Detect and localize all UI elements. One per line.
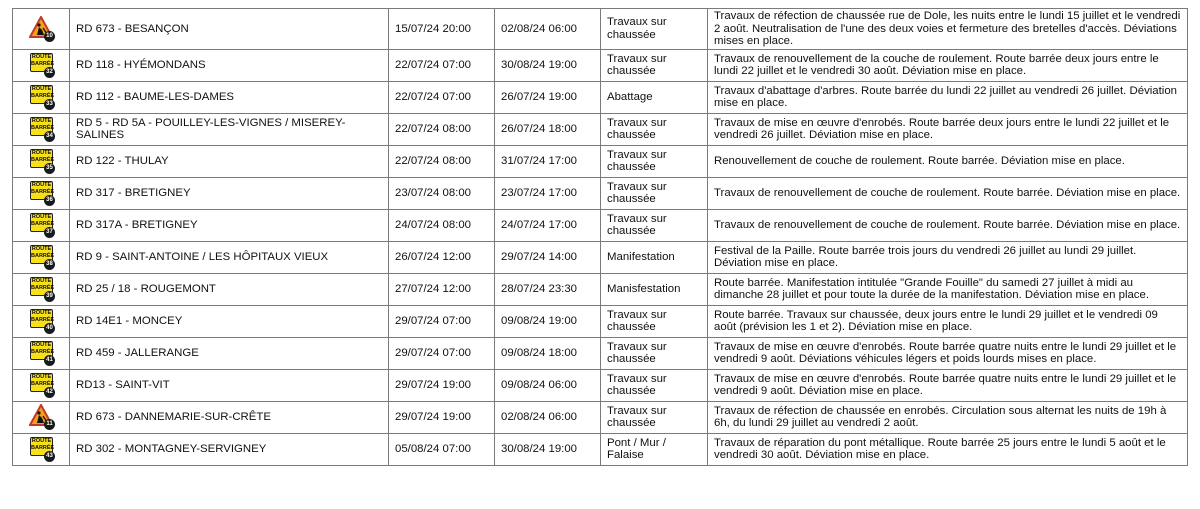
road-closed-icon — [27, 148, 55, 174]
road-closed-icon — [27, 116, 55, 142]
event-description: Travaux de réfection de chaussée en enrobés. Circulation sous alternat les nuits de 19h à 6h, du lundi 29 juillet au vendredi 2 août. — [708, 401, 1188, 433]
road-closed-sign-text: BARRÉE — [31, 61, 55, 68]
end-datetime: 30/08/24 19:00 — [495, 49, 601, 81]
road-name: RD 122 - THULAY — [70, 145, 389, 177]
end-datetime: 28/07/24 23:30 — [495, 273, 601, 305]
event-type: Travaux sur chaussée — [601, 305, 708, 337]
event-icon-cell — [13, 433, 70, 465]
road-closed-sign-text: ROUTE — [31, 54, 52, 61]
event-icon-cell — [13, 81, 70, 113]
event-number-badge: 41 — [44, 355, 55, 366]
event-icon-cell — [13, 305, 70, 337]
road-closed-icon — [27, 340, 55, 366]
end-datetime: 09/08/24 19:00 — [495, 305, 601, 337]
event-type: Travaux sur chaussée — [601, 145, 708, 177]
event-description: Travaux d'abattage d'arbres. Route barrée du lundi 22 juillet au vendredi 26 juillet. Déviation mise en place. — [708, 81, 1188, 113]
event-number-badge: 36 — [44, 195, 55, 206]
event-number-badge: 34 — [44, 131, 55, 142]
event-description: Festival de la Paille. Route barrée trois jours du vendredi 26 juillet au lundi 29 juillet. Déviation mise en place. — [708, 241, 1188, 273]
event-type: Travaux sur chaussée — [601, 209, 708, 241]
road-closed-sign-text: BARRÉE — [31, 253, 55, 260]
event-number-badge: 39 — [44, 291, 55, 302]
event-type: Travaux sur chaussée — [601, 401, 708, 433]
road-name: RD13 - SAINT-VIT — [70, 369, 389, 401]
event-description: Travaux de mise en œuvre d'enrobés. Route barrée quatre nuits entre le lundi 29 juillet et le vendredi 9 août. Déviations véhicules légers et poids lourds mises en place. — [708, 337, 1188, 369]
road-closed-sign-text: ROUTE — [31, 310, 52, 317]
event-description: Travaux de renouvellement de couche de roulement. Route barrée. Déviation mise en place. — [708, 177, 1188, 209]
road-name: RD 25 / 18 - ROUGEMONT — [70, 273, 389, 305]
table-row — [13, 241, 1188, 273]
road-events-table — [12, 8, 1188, 466]
roadworks-warning-icon — [27, 404, 55, 430]
event-icon-cell — [13, 337, 70, 369]
start-datetime: 24/07/24 08:00 — [389, 209, 495, 241]
road-name: RD 14E1 - MONCEY — [70, 305, 389, 337]
road-closed-sign-text: ROUTE — [31, 278, 52, 285]
event-description: Route barrée. Travaux sur chaussée, deux jours entre le lundi 29 juillet et le vendredi 09 août (prévision les 1 et 2). Déviation mise en place. — [708, 305, 1188, 337]
road-name: RD 118 - HYÉMONDANS — [70, 49, 389, 81]
start-datetime: 27/07/24 12:00 — [389, 273, 495, 305]
event-description: Travaux de renouvellement de la couche de roulement. Route barrée deux jours entre le lundi 22 juillet et le vendredi 30 août. Déviation mise en place. — [708, 49, 1188, 81]
table-row — [13, 209, 1188, 241]
start-datetime: 22/07/24 08:00 — [389, 113, 495, 145]
event-icon-cell — [13, 241, 70, 273]
event-type: Travaux sur chaussée — [601, 337, 708, 369]
road-closed-icon — [27, 308, 55, 334]
start-datetime: 15/07/24 20:00 — [389, 9, 495, 50]
event-icon-cell — [13, 209, 70, 241]
road-closed-icon — [27, 84, 55, 110]
road-events-body — [13, 9, 1188, 466]
start-datetime: 22/07/24 07:00 — [389, 81, 495, 113]
end-datetime: 09/08/24 18:00 — [495, 337, 601, 369]
road-closed-sign-text: ROUTE — [31, 438, 52, 445]
road-closed-sign-text: BARRÉE — [31, 189, 55, 196]
end-datetime: 09/08/24 06:00 — [495, 369, 601, 401]
road-closed-sign-text: BARRÉE — [31, 285, 55, 292]
event-description: Travaux de réparation du pont métallique. Route barrée 25 jours entre le lundi 5 août et le vendredi 30 août. Déviation mise en place. — [708, 433, 1188, 465]
table-row — [13, 81, 1188, 113]
event-type: Travaux sur chaussée — [601, 49, 708, 81]
road-name: RD 673 - BESANÇON — [70, 9, 389, 50]
road-closed-sign-text: ROUTE — [31, 86, 52, 93]
event-icon-cell — [13, 49, 70, 81]
event-number-badge: 40 — [44, 323, 55, 334]
road-closed-sign-text: BARRÉE — [31, 317, 55, 324]
road-closed-icon — [27, 436, 55, 462]
event-type: Travaux sur chaussée — [601, 177, 708, 209]
road-closed-icon — [27, 52, 55, 78]
road-name: RD 673 - DANNEMARIE-SUR-CRÊTE — [70, 401, 389, 433]
event-icon-cell — [13, 9, 70, 50]
event-number-badge: 10 — [44, 31, 55, 42]
event-description: Travaux de renouvellement de couche de roulement. Route barrée. Déviation mise en place. — [708, 209, 1188, 241]
road-closed-sign-text: ROUTE — [31, 342, 52, 349]
event-icon-cell — [13, 145, 70, 177]
road-closed-icon — [27, 212, 55, 238]
table-row — [13, 337, 1188, 369]
start-datetime: 29/07/24 19:00 — [389, 369, 495, 401]
road-closed-sign-text: BARRÉE — [31, 221, 55, 228]
end-datetime: 30/08/24 19:00 — [495, 433, 601, 465]
table-row — [13, 49, 1188, 81]
road-closed-sign-text: BARRÉE — [31, 349, 55, 356]
table-row — [13, 113, 1188, 145]
road-closed-sign-text: ROUTE — [31, 118, 52, 125]
event-number-badge: 35 — [44, 163, 55, 174]
road-closed-sign-text: ROUTE — [31, 150, 52, 157]
event-type: Manifestation — [601, 241, 708, 273]
road-closed-sign-text: BARRÉE — [31, 157, 55, 164]
end-datetime: 29/07/24 14:00 — [495, 241, 601, 273]
roadworks-warning-icon — [27, 16, 55, 42]
event-description: Renouvellement de couche de roulement. Route barrée. Déviation mise en place. — [708, 145, 1188, 177]
event-description: Travaux de mise en œuvre d'enrobés. Route barrée quatre nuits entre le lundi 29 juillet et le vendredi 9 août. Déviation mise en place. — [708, 369, 1188, 401]
event-icon-cell — [13, 177, 70, 209]
end-datetime: 23/07/24 17:00 — [495, 177, 601, 209]
end-datetime: 02/08/24 06:00 — [495, 401, 601, 433]
event-type: Pont / Mur / Falaise — [601, 433, 708, 465]
event-type: Abattage — [601, 81, 708, 113]
road-name: RD 112 - BAUME-LES-DAMES — [70, 81, 389, 113]
table-row — [13, 177, 1188, 209]
event-number-badge: 32 — [44, 67, 55, 78]
road-name: RD 317 - BRETIGNEY — [70, 177, 389, 209]
road-closed-sign-text: BARRÉE — [31, 445, 55, 452]
road-closed-icon — [27, 244, 55, 270]
event-icon-cell — [13, 273, 70, 305]
road-closed-icon — [27, 372, 55, 398]
start-datetime: 23/07/24 08:00 — [389, 177, 495, 209]
end-datetime: 24/07/24 17:00 — [495, 209, 601, 241]
event-type: Manisfestation — [601, 273, 708, 305]
event-description: Travaux de réfection de chaussée rue de Dole, les nuits entre le lundi 15 juillet et le vendredi 2 août. Neutralisation de l'une des deux voies et fermeture des bretelles d'accès. Déviations mises en place. — [708, 9, 1188, 50]
event-description: Travaux de mise en œuvre d'enrobés. Route barrée deux jours entre le lundi 22 juillet et le vendredi 26 juillet. Déviation mise en place. — [708, 113, 1188, 145]
event-number-badge: 38 — [44, 259, 55, 270]
road-closed-sign-text: ROUTE — [31, 374, 52, 381]
road-name: RD 9 - SAINT-ANTOINE / LES HÔPITAUX VIEUX — [70, 241, 389, 273]
event-type: Travaux sur chaussée — [601, 369, 708, 401]
road-closed-sign-text: ROUTE — [31, 182, 52, 189]
start-datetime: 22/07/24 07:00 — [389, 49, 495, 81]
event-icon-cell — [13, 401, 70, 433]
event-number-badge: 11 — [44, 419, 55, 430]
event-number-badge: 42 — [44, 387, 55, 398]
start-datetime: 29/07/24 07:00 — [389, 305, 495, 337]
event-icon-cell — [13, 369, 70, 401]
end-datetime: 26/07/24 19:00 — [495, 81, 601, 113]
event-description: Route barrée. Manifestation intitulée "Grande Fouille" du samedi 27 juillet à midi au dimanche 28 juillet et pour toute la durée de la manifestation. Déviation mise en place. — [708, 273, 1188, 305]
road-closed-sign-text: ROUTE — [31, 246, 52, 253]
end-datetime: 31/07/24 17:00 — [495, 145, 601, 177]
table-row — [13, 145, 1188, 177]
event-icon-cell — [13, 113, 70, 145]
table-row — [13, 9, 1188, 50]
event-number-badge: 37 — [44, 227, 55, 238]
start-datetime: 26/07/24 12:00 — [389, 241, 495, 273]
road-closed-icon — [27, 276, 55, 302]
end-datetime: 02/08/24 06:00 — [495, 9, 601, 50]
road-closed-sign-text: BARRÉE — [31, 93, 55, 100]
table-row — [13, 273, 1188, 305]
table-row — [13, 401, 1188, 433]
road-name: RD 459 - JALLERANGE — [70, 337, 389, 369]
road-name: RD 302 - MONTAGNEY-SERVIGNEY — [70, 433, 389, 465]
table-row — [13, 305, 1188, 337]
event-type: Travaux sur chaussée — [601, 9, 708, 50]
road-name: RD 5 - RD 5A - POUILLEY-LES-VIGNES / MISEREY-SALINES — [70, 113, 389, 145]
event-number-badge: 43 — [44, 451, 55, 462]
start-datetime: 29/07/24 19:00 — [389, 401, 495, 433]
start-datetime: 29/07/24 07:00 — [389, 337, 495, 369]
event-number-badge: 33 — [44, 99, 55, 110]
road-closed-sign-text: BARRÉE — [31, 125, 55, 132]
road-closed-icon — [27, 180, 55, 206]
end-datetime: 26/07/24 18:00 — [495, 113, 601, 145]
event-type: Travaux sur chaussée — [601, 113, 708, 145]
road-name: RD 317A - BRETIGNEY — [70, 209, 389, 241]
road-closed-sign-text: BARRÉE — [31, 381, 55, 388]
start-datetime: 22/07/24 08:00 — [389, 145, 495, 177]
table-row — [13, 433, 1188, 465]
road-closed-sign-text: ROUTE — [31, 214, 52, 221]
start-datetime: 05/08/24 07:00 — [389, 433, 495, 465]
table-row — [13, 369, 1188, 401]
